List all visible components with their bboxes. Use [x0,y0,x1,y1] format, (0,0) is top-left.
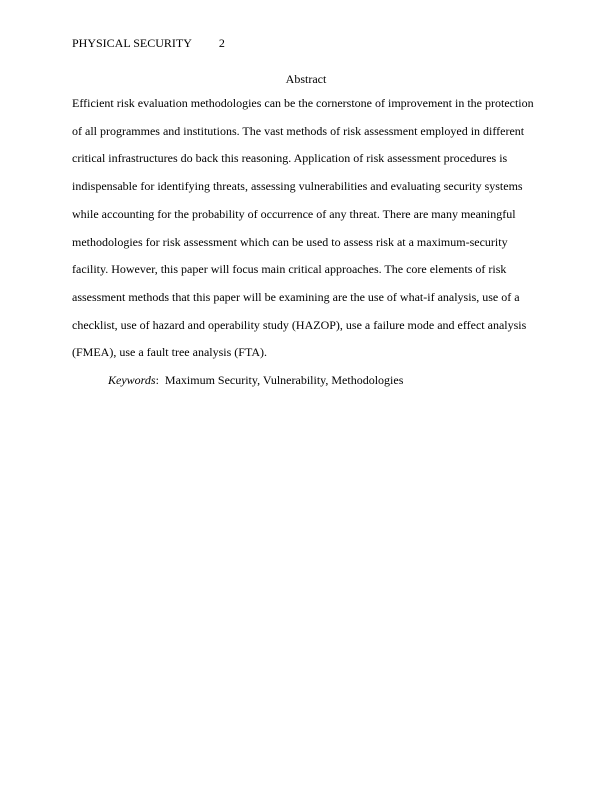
page-header [72,36,225,50]
abstract-body [72,90,540,367]
abstract-line: indispensable for identifying threats, assessing vulnerabilities and evaluating security systems [72,179,523,194]
abstract-line: facility. However, this paper will focus main critical approaches. The core elements of risk [72,262,507,277]
abstract-line: methodologies for risk assessment which can be used to assess risk at a maximum-security [72,234,508,249]
abstract-line: critical infrastructures do back this reasoning. Application of risk assessment procedures is [72,151,508,166]
keywords-text: Maximum Security, Vulnerability, Methodologies [164,373,404,387]
abstract-title: Abstract [285,72,327,86]
page-number: 2 [218,36,225,50]
running-head: PHYSICAL SECURITY [72,36,192,50]
keywords-label: Keywords [108,373,156,387]
abstract-line: of all programmes and institutions. The vast methods of risk assessment employed in different [72,123,525,138]
keywords-separator: : [155,373,159,387]
abstract-line: Efficient risk evaluation methodologies can be the cornerstone of improvement in the protection [72,96,534,110]
abstract-line: assessment methods that this paper will be examining are the use of what-if analysis, use of a [72,289,520,304]
abstract-line: (FMEA), use a fault tree analysis (FTA). [72,345,267,360]
abstract-line: checklist, use of hazard and operability study (HAZOP), use a failure mode and effect analysis [72,317,527,332]
abstract-line: while accounting for the probability of occurrence of any threat. There are many meaningful [72,206,516,221]
keywords-paragraph [108,367,540,395]
